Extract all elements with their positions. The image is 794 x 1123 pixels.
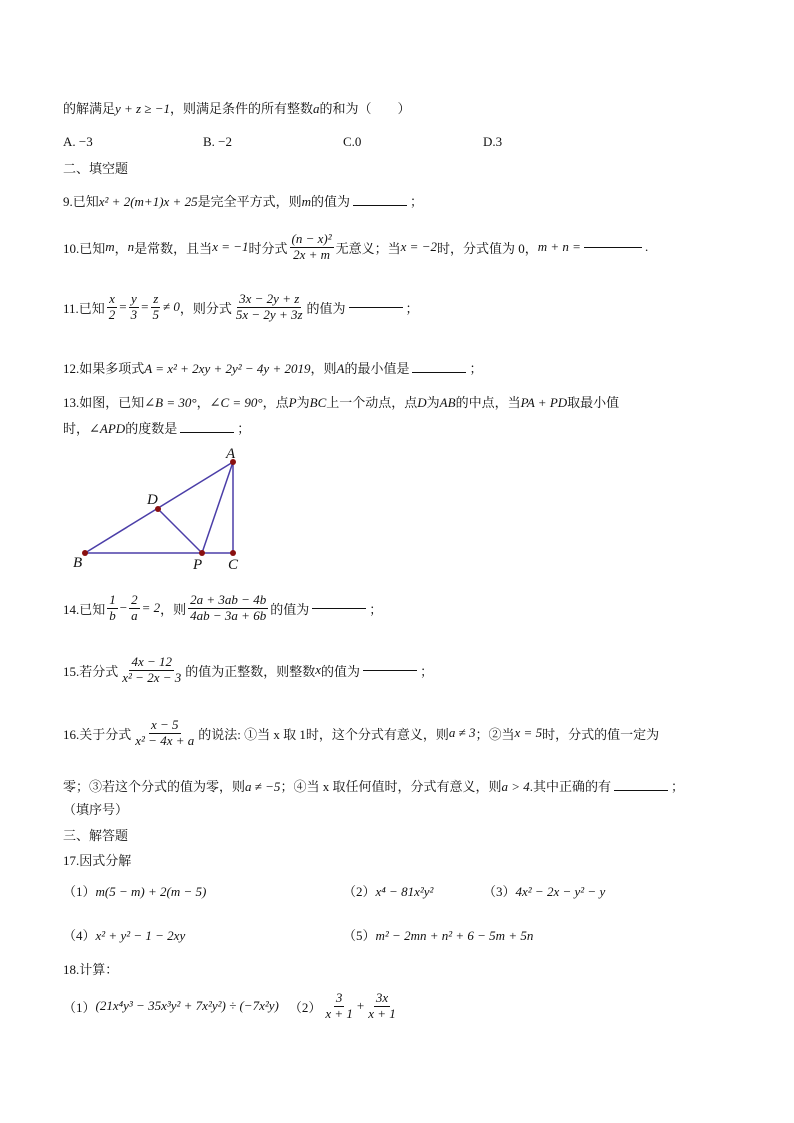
- point-p: [199, 550, 205, 556]
- q15-fraction: $\frac{4x - 12}{\text{x² − 2x − 3}}$: [122, 654, 182, 685]
- point-b: [82, 550, 88, 556]
- answer-blank[interactable]: [363, 669, 417, 671]
- q17-part3: （3）4x² − 2x − y² − y: [483, 884, 606, 899]
- q8-stem: 的解满足y + z ≥ −1，则满足条件的所有整数a的和为（ ）: [63, 101, 411, 116]
- answer-blank[interactable]: [349, 306, 403, 308]
- answer-blank[interactable]: [353, 204, 407, 206]
- question-11: 11.已知 $\frac{x}{2}$ = $\frac{y}{3}$ = $\frac{z}{5}$ ≠ 0 ，则分式 $\frac{3x - 2y + z}{5x - 2y + 3z}$ 的值为 ；: [63, 291, 419, 322]
- question-12: 12.如果多项式A = x² + 2xy + 2y² − 4y + 2019，则A的最小值是 ；: [63, 361, 483, 376]
- q8-option-a[interactable]: A. −3: [63, 134, 93, 149]
- question-13-line1: 13.如图，已知∠B = 30°，∠C = 90°，点P为BC上一个动点，点D为AB的中点，当PA + PD取最小值: [63, 395, 620, 410]
- question-9: 9.已知x² + 2(m+1)x + 25是完全平方式，则m的值为 ；: [63, 194, 424, 209]
- label-b: B: [73, 555, 83, 571]
- question-13-line2: 时，∠APD的度数是 ；: [63, 421, 251, 436]
- answer-blank[interactable]: [180, 431, 234, 433]
- label-d: D: [147, 492, 158, 508]
- point-c: [230, 550, 236, 556]
- answer-blank[interactable]: [312, 607, 366, 609]
- q17-part5: （5）m² − 2mn + n² + 6 − 5m + 5n: [343, 928, 534, 943]
- q17-part1: （1）m(5 − m) + 2(m − 5): [63, 884, 207, 899]
- question-16-line1: 16.关于分式 $\frac{x - 5}{\text{x² − 4x + a}}$ 的说法: ①当 x 取 1时，这个分式有意义，则 a ≠ 3 ；②当 x = 5 时，分式的值一定为: [63, 717, 660, 748]
- q18-parts: （1） (21x⁴y³ − 35x³y² + 7x²y²) ÷ (−7x²y) （2） $\frac{3}{x + 1}$ + $\frac{3x}{x + 1}$: [63, 990, 396, 1021]
- q16-fraction: $\frac{x - 5}{\text{x² − 4x + a}}$: [135, 717, 195, 748]
- q8-option-b[interactable]: B. −2: [203, 134, 233, 149]
- answer-blank[interactable]: [412, 371, 466, 373]
- label-c: C: [228, 557, 239, 571]
- question-15: 15.若分式 $\frac{4x - 12}{\text{x² − 2x − 3}}$ 的值为正整数，则整数 x 的值为 ；: [63, 654, 434, 685]
- q11-fraction: $\frac{3x - 2y + z}{5x - 2y + 3z}$: [235, 291, 303, 322]
- segment-dp: [158, 509, 202, 553]
- label-p: P: [193, 557, 203, 571]
- q8-option-d[interactable]: D.3: [483, 134, 503, 149]
- segment-ap: [202, 462, 233, 553]
- q10-fraction: $\frac{\text{(n − x)²}}{2x + m}$: [291, 231, 332, 262]
- label-a: A: [226, 446, 236, 462]
- question-14: 14.已知 $\frac{1}{b}$ − $\frac{2}{a}$ = 2 ，则 $\frac{2a + 3ab - 4b}{4ab - 3a + 6b}$ 的值为 ；: [63, 592, 383, 623]
- q14-fraction: $\frac{2a + 3ab - 4b}{4ab - 3a + 6b}$: [190, 592, 267, 623]
- question-18-title: 18.计算：: [63, 962, 119, 977]
- q17-part4: （4）x² + y² − 1 − 2xy: [63, 928, 186, 943]
- question-17-title: 17.因式分解: [63, 853, 132, 868]
- question-16-line2: 零；③若这个分式的值为零，则a ≠ −5；④当 x 取任何值时，分式有意义，则a > 4.其中正确的有 ；: [63, 779, 685, 794]
- q17-part2: （2）x⁴ − 81x²y²: [343, 884, 434, 899]
- triangle-figure: [66, 443, 256, 571]
- section-fill-blank-title: 二、填空题: [63, 161, 129, 176]
- answer-blank[interactable]: [584, 246, 642, 248]
- q8-option-c[interactable]: C.0: [343, 134, 362, 149]
- answer-blank[interactable]: [614, 789, 668, 791]
- question-16-line3: （填序号）: [63, 802, 129, 817]
- question-10: 10.已知 m ， n 是常数，且当 x = −1 时分式 $\frac{\text{(n − x)²}}{2x + m}$ 无意义；当 x = −2 时，分式值为 0， m + n = .: [63, 231, 649, 262]
- section-answer-title: 三、解答题: [63, 828, 129, 843]
